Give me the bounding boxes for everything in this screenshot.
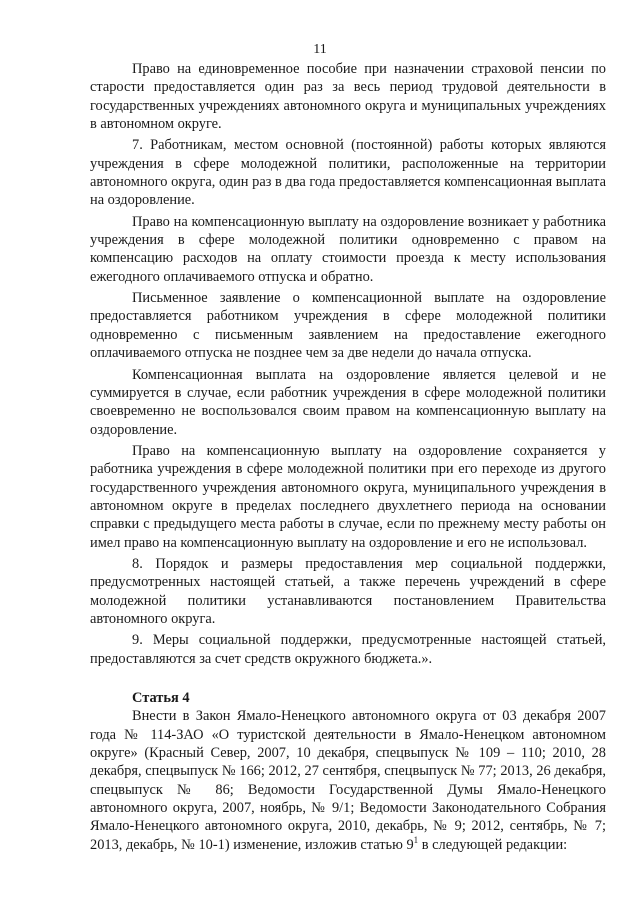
page-number: 11: [313, 42, 327, 57]
article-text: Внести в Закон Ямало-Ненецкого автономного округа от 03 декабря 2007 года № 114-ЗАО «О туристской деятельности в Ямало-Ненецком автономном округе» (Красный Север, 2007, 10 декабря, спецвыпуск № 109 – 110; 2010, 28 декабря, спецвыпуск № 166; 2012, 27 сентября, спецвыпуск № 77; 2013, 26 декабря, спецвыпуск № 86; Ведомости Государственной Думы Ямало-Ненецкого автономного округа, 2007, ноябрь, № 9/1; Ведомости Законодательного Собрания Ямало-Ненецкого автономного округа, 2010, декабрь, № 9; 2012, сентябрь, № 7; 2013, декабрь, № 10-1) изменение, изложив статью 9: [90, 708, 606, 853]
article-superscript: 1: [413, 834, 419, 845]
article-heading: Статья 4: [132, 690, 190, 706]
paragraph: Письменное заявление о компенсационной выплате на оздоровление предоставляется работником учреждения в сфере молодежной политики одновременно с письменным заявлением на предоставление ежегодного оплачиваемого отпуска не позднее чем за две недели до начала отпуска.: [90, 290, 606, 362]
article-text-tail: в следующей редакции:: [418, 836, 568, 853]
paragraph: 7. Работникам, местом основной (постоянной) работы которых являются учреждения в сфере молодежной политики, расположенные на территории автономного округа, один раз в два года предоставляется компенсационная выплата на оздоровление.: [90, 137, 606, 209]
document-body: [90, 60, 606, 857]
paragraph: Право на единовременное пособие при назначении страховой пенсии по старости предоставляется один раз за весь период трудовой деятельности в государственных учреждениях автономного округа и муниципальных учреждениях в автономном округе.: [90, 61, 606, 133]
paragraph: Право на компенсационную выплату на оздоровление сохраняется у работника учреждения в сфере молодежной политики при его переходе из другого государственного учреждения автономного округа, муниципального учреждения в автономном округе в пределах последнего двухлетнего периода на основании справки с предыдущего места работы в случае, если по прежнему месту работы он имел право на компенсационную выплату на оздоровление и его не использовал.: [90, 442, 606, 551]
paragraph: Компенсационная выплата на оздоровление является целевой и не суммируется в случае, если работник учреждения в сфере молодежной политики своевременно не воспользовался своим правом на компенсационную выплату на оздоровление.: [90, 366, 606, 438]
article-paragraph: [90, 707, 606, 854]
paragraph: 8. Порядок и размеры предоставления мер социальной поддержки, предусмотренных настоящей статьей, а также перечень учреждений в сфере молодежной политики устанавливаются постановлением Правительства автономного округа.: [90, 555, 606, 627]
paragraph: Право на компенсационную выплату на оздоровление возникает у работника учреждения в сфере молодежной политики одновременно с правом на компенсацию расходов на оплату стоимости проезда к месту использования ежегодного оплачиваемого отпуска и обратно.: [90, 213, 606, 285]
paragraph: 9. Меры социальной поддержки, предусмотренные настоящей статьей, предоставляются за счет средств окружного бюджета.».: [90, 632, 606, 667]
